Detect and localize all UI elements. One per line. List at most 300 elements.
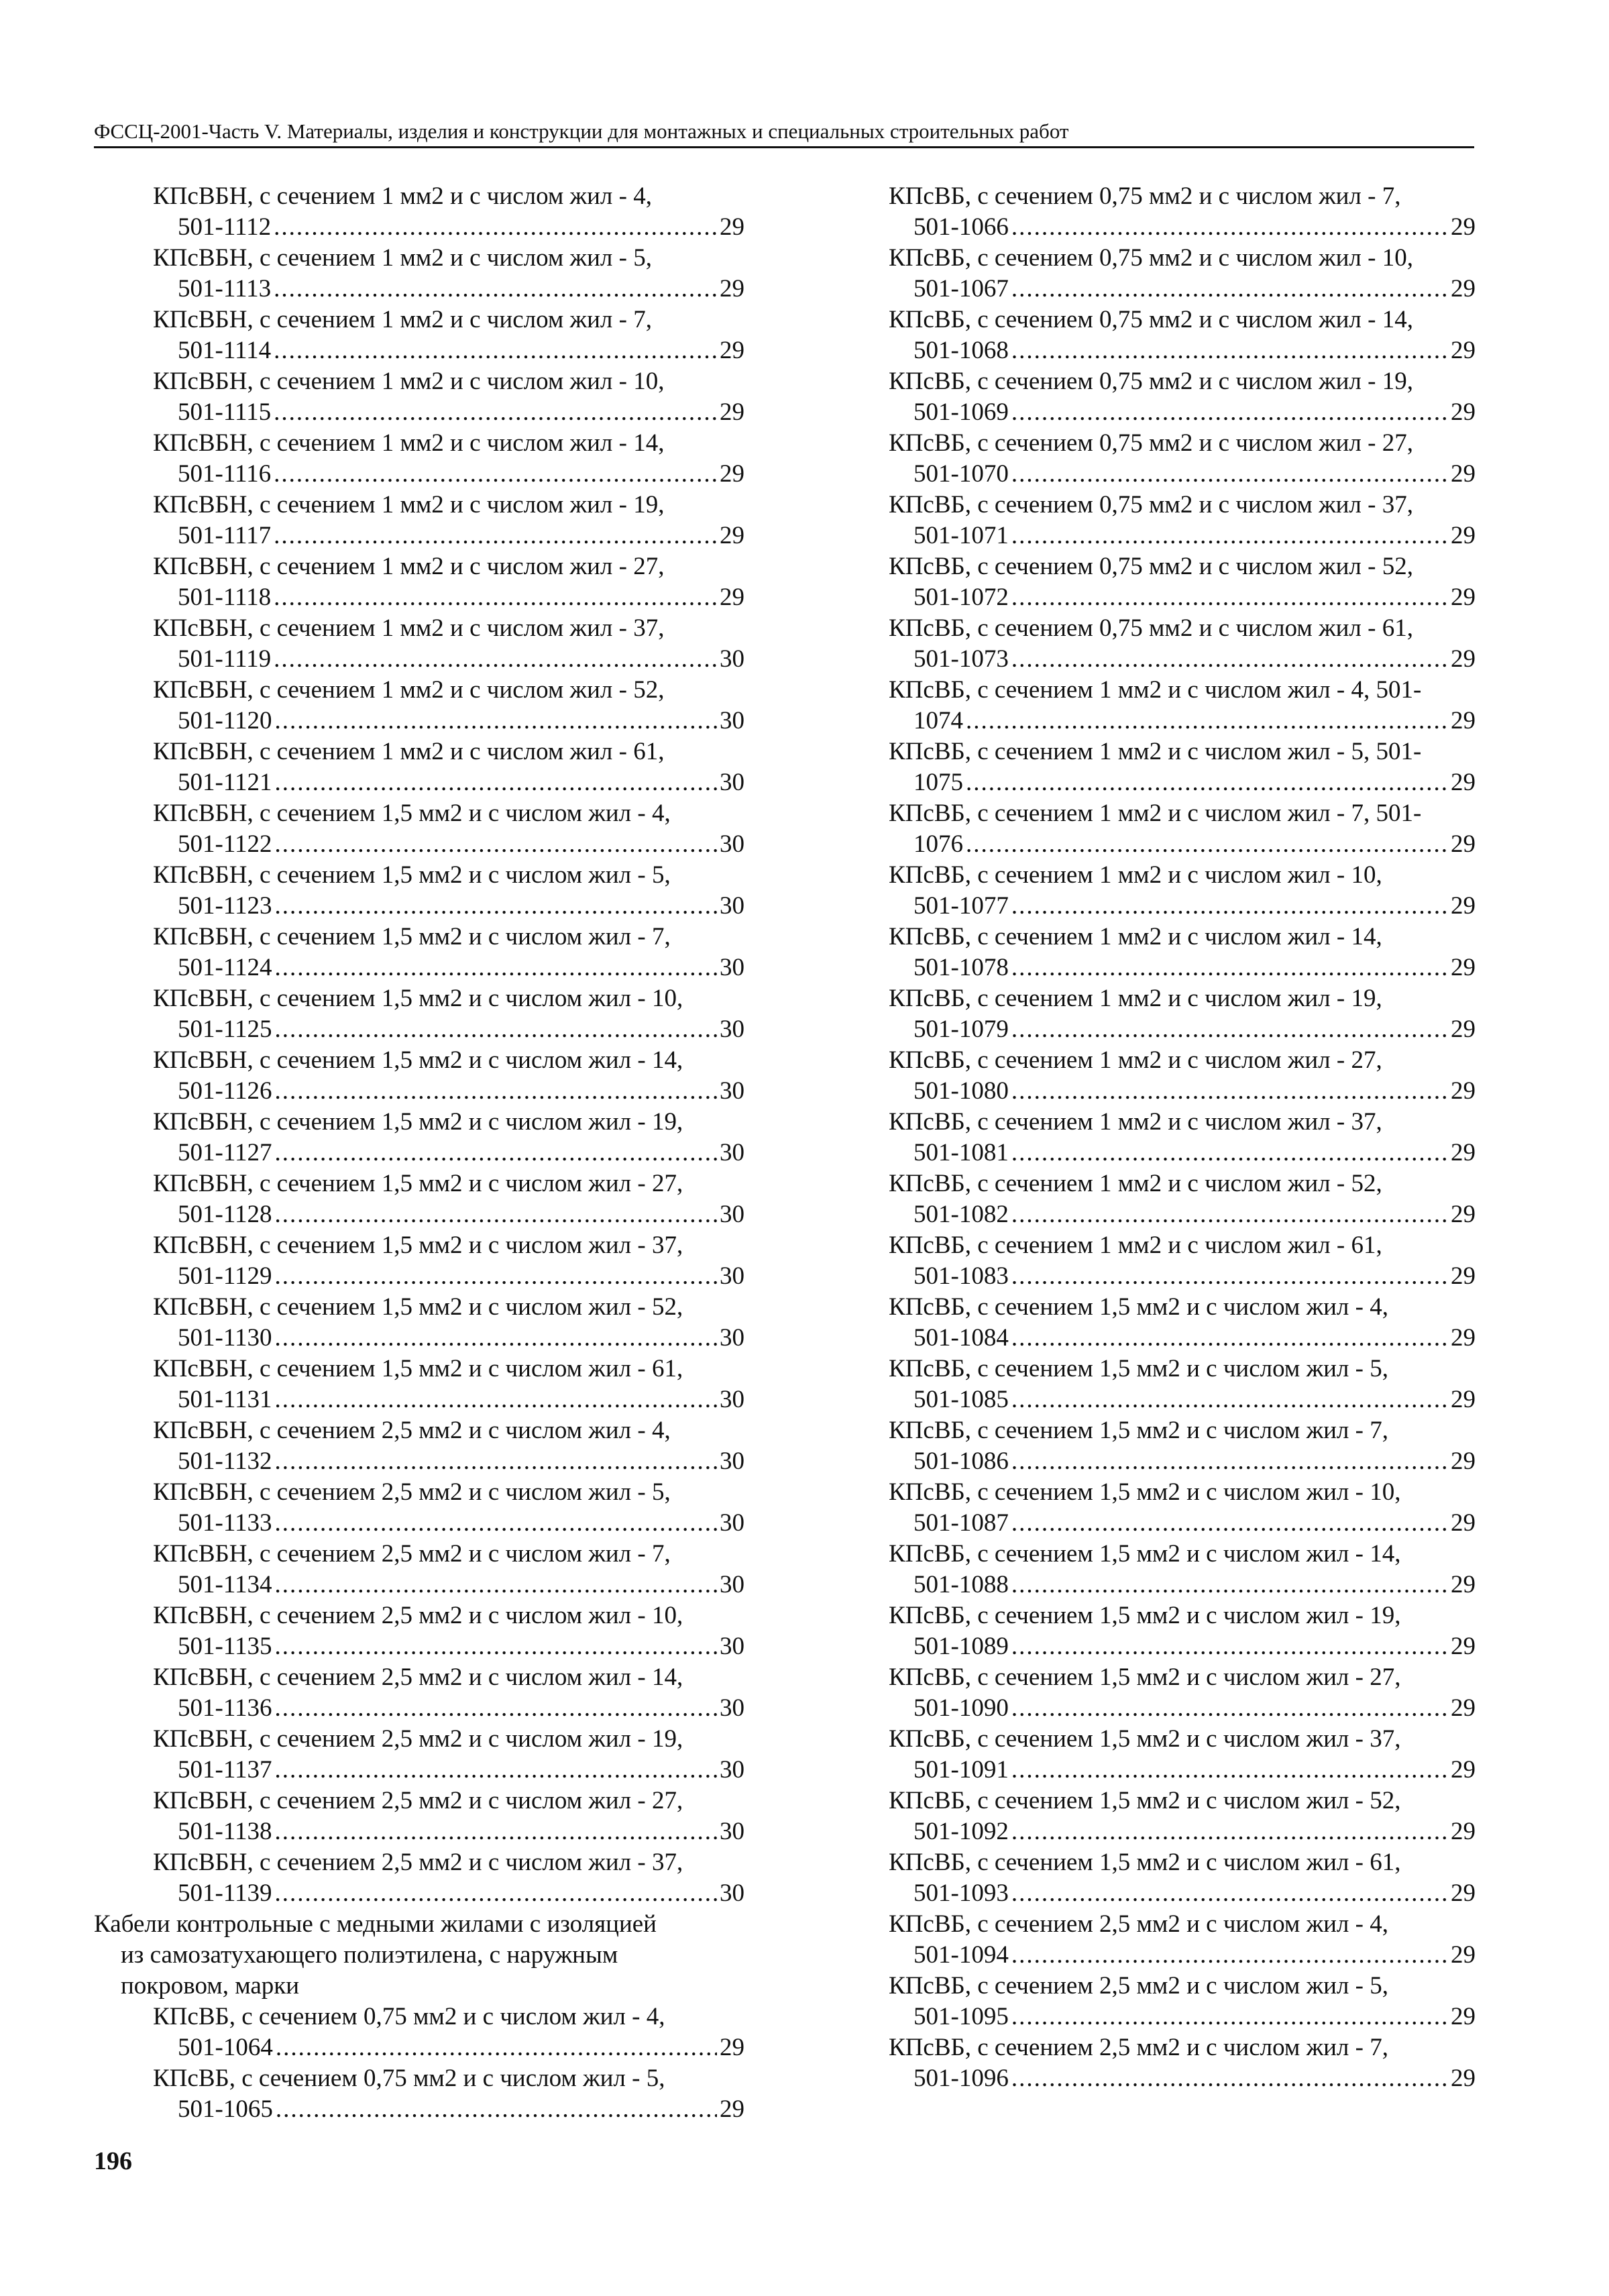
entry-code: 501-1115 — [178, 398, 272, 426]
leader-dots — [274, 521, 717, 551]
entry-reference — [872, 1261, 1476, 1292]
entry-title: КПсВБ, с сечением 1,5 мм2 и с числом жил - 37, — [889, 1725, 1401, 1753]
entry-code: 501-1064 — [178, 2034, 273, 2061]
entry-title: КПсВБН, с сечением 1,5 мм2 и с числом жил - 61, — [153, 1355, 683, 1382]
leader-dots — [276, 2032, 717, 2063]
index-entry — [872, 1292, 1476, 1354]
section-heading-line: покровом, марки — [121, 1972, 300, 2000]
leader-dots — [1011, 582, 1448, 613]
entry-page: 29 — [1451, 2003, 1476, 2030]
index-entry — [94, 181, 744, 243]
leader-dots — [1011, 891, 1448, 922]
entry-reference — [94, 706, 744, 736]
entry-reference — [94, 397, 744, 428]
index-entry — [872, 1600, 1476, 1662]
leader-dots — [1011, 2002, 1448, 2032]
entry-title: КПсВБН, с сечением 1 мм2 и с числом жил - 27, — [153, 553, 665, 580]
index-entry — [872, 1909, 1476, 1971]
entry-reference — [872, 1816, 1476, 1847]
entry-page: 29 — [1451, 1447, 1476, 1475]
entry-code: 501-1125 — [178, 1016, 272, 1043]
entry-reference — [94, 1570, 744, 1600]
entry-code: 501-1083 — [913, 1262, 1009, 1290]
leader-dots — [1011, 521, 1448, 551]
index-entry — [872, 1354, 1476, 1415]
entry-reference — [872, 1940, 1476, 1971]
entry-code: 501-1130 — [178, 1324, 272, 1352]
leader-dots — [966, 767, 1448, 798]
entry-reference — [872, 1878, 1476, 1909]
entry-title: КПсВБН, с сечением 2,5 мм2 и с числом жил - 4, — [153, 1417, 671, 1444]
entry-title: КПсВБ, с сечением 1 мм2 и с числом жил - 52, — [889, 1170, 1382, 1197]
entry-reference — [94, 459, 744, 490]
entry-page: 29 — [720, 275, 744, 303]
entry-list — [872, 181, 1476, 2094]
index-entry — [872, 1045, 1476, 1107]
entry-page: 29 — [1451, 1818, 1476, 1845]
entry-page: 29 — [720, 460, 744, 488]
leader-dots — [274, 459, 717, 490]
entry-page: 30 — [720, 1818, 744, 1845]
index-entry — [872, 1477, 1476, 1539]
index-entry — [872, 428, 1476, 490]
entry-title: КПсВБН, с сечением 1,5 мм2 и с числом жил - 4, — [153, 800, 671, 827]
entry-title: КПсВБН, с сечением 1,5 мм2 и с числом жил - 7, — [153, 923, 671, 950]
entry-title: КПсВБ, с сечением 1,5 мм2 и с числом жил - 19, — [889, 1602, 1401, 1629]
entry-reference — [94, 1508, 744, 1539]
entry-code: 501-1094 — [913, 1941, 1009, 1969]
entry-title: КПсВБН, с сечением 1 мм2 и с числом жил - 5, — [153, 244, 652, 272]
entry-page: 29 — [1451, 213, 1476, 241]
index-entry — [94, 490, 744, 551]
entry-reference — [94, 1261, 744, 1292]
leader-dots — [274, 1076, 717, 1107]
entry-title: КПсВБН, с сечением 1 мм2 и с числом жил - 19, — [153, 491, 665, 518]
entry-code: 501-1119 — [178, 645, 272, 673]
entry-list — [94, 2002, 744, 2125]
entry-title: КПсВБ, с сечением 1 мм2 и с числом жил - 19, — [889, 985, 1382, 1012]
entry-code: 501-1128 — [178, 1201, 272, 1228]
index-entry — [872, 736, 1476, 798]
leader-dots — [274, 1508, 717, 1539]
section-heading-line: Кабели контрольные с медными жилами с изоляцией — [94, 1910, 657, 1938]
entry-code: 501-1138 — [178, 1818, 272, 1845]
entry-reference — [872, 891, 1476, 922]
entry-title: КПсВБН, с сечением 1,5 мм2 и с числом жил - 37, — [153, 1232, 683, 1259]
entry-reference — [872, 952, 1476, 983]
entry-title: КПсВБ, с сечением 0,75 мм2 и с числом жил - 7, — [889, 182, 1401, 210]
entry-page: 29 — [1451, 707, 1476, 734]
entry-title: КПсВБН, с сечением 1 мм2 и с числом жил - 14, — [153, 429, 665, 457]
index-entry — [872, 181, 1476, 243]
entry-title: КПсВБ, с сечением 0,75 мм2 и с числом жил - 14, — [889, 306, 1413, 333]
entry-title: КПсВБН, с сечением 2,5 мм2 и с числом жил - 19, — [153, 1725, 683, 1753]
leader-dots — [1011, 1755, 1448, 1786]
entry-reference — [872, 1323, 1476, 1354]
entry-code: 501-1116 — [178, 460, 272, 488]
entry-reference — [94, 829, 744, 860]
entry-page: 29 — [1451, 1756, 1476, 1784]
leader-dots — [274, 582, 717, 613]
entry-reference — [872, 706, 1476, 736]
entry-title: КПсВБН, с сечением 1 мм2 и с числом жил - 37, — [153, 614, 665, 642]
index-entry — [872, 243, 1476, 305]
entry-page: 29 — [1451, 275, 1476, 303]
entry-page: 30 — [720, 769, 744, 796]
entry-page: 29 — [1451, 584, 1476, 611]
entry-title: КПсВБ, с сечением 1 мм2 и с числом жил - 5, 501- — [889, 738, 1422, 765]
entry-code: 501-1089 — [913, 1633, 1009, 1660]
leader-dots — [1011, 1508, 1448, 1539]
entry-code: 501-1084 — [913, 1324, 1009, 1352]
entry-title: КПсВБ, с сечением 0,75 мм2 и с числом жил - 5, — [153, 2065, 665, 2092]
leader-dots — [274, 1384, 717, 1415]
entry-reference — [872, 1693, 1476, 1724]
entry-code: 501-1096 — [913, 2065, 1009, 2092]
entry-title: КПсВБ, с сечением 1,5 мм2 и с числом жил - 7, — [889, 1417, 1388, 1444]
leader-dots — [274, 1199, 717, 1230]
entry-title: КПсВБ, с сечением 1 мм2 и с числом жил - 61, — [889, 1232, 1382, 1259]
entry-code: 501-1124 — [178, 954, 272, 981]
leader-dots — [274, 1570, 717, 1600]
entry-title: КПсВБ, с сечением 1 мм2 и с числом жил - 7, 501- — [889, 800, 1422, 827]
entry-reference — [94, 582, 744, 613]
index-entry — [872, 1847, 1476, 1909]
entry-code: 501-1135 — [178, 1633, 272, 1660]
entry-page: 30 — [720, 1386, 744, 1413]
entry-reference — [872, 212, 1476, 243]
entry-title: КПсВБ, с сечением 1,5 мм2 и с числом жил - 27, — [889, 1663, 1401, 1691]
leader-dots — [274, 1816, 717, 1847]
entry-reference — [94, 1631, 744, 1662]
entry-reference — [94, 274, 744, 305]
leader-dots — [274, 335, 717, 366]
leader-dots — [274, 1261, 717, 1292]
index-entry — [94, 428, 744, 490]
entry-code: 501-1117 — [178, 522, 272, 549]
index-entry — [872, 551, 1476, 613]
entry-title: КПсВБ, с сечением 1 мм2 и с числом жил - 14, — [889, 923, 1382, 950]
entry-page: 30 — [720, 645, 744, 673]
entry-page: 30 — [720, 1571, 744, 1598]
entry-code: 1074 — [913, 707, 963, 734]
leader-dots — [1011, 1693, 1448, 1724]
entry-title: КПсВБ, с сечением 2,5 мм2 и с числом жил - 7, — [889, 2034, 1388, 2061]
entry-title: КПсВБН, с сечением 2,5 мм2 и с числом жил - 27, — [153, 1787, 683, 1814]
entry-code: 1076 — [913, 830, 963, 858]
leader-dots — [274, 397, 717, 428]
entry-page: 29 — [1451, 1201, 1476, 1228]
entry-title: КПсВБН, с сечением 1 мм2 и с числом жил - 10, — [153, 368, 665, 395]
entry-title: КПсВБ, с сечением 1 мм2 и с числом жил - 27, — [889, 1046, 1382, 1074]
index-entry — [94, 2063, 744, 2125]
leader-dots — [1011, 1878, 1448, 1909]
entry-title: КПсВБН, с сечением 1,5 мм2 и с числом жил - 10, — [153, 985, 683, 1012]
entry-reference — [872, 335, 1476, 366]
entry-title: КПсВБ, с сечением 0,75 мм2 и с числом жил - 19, — [889, 368, 1413, 395]
entry-reference — [94, 2032, 744, 2063]
entry-code: 501-1077 — [913, 892, 1009, 920]
index-column-left — [94, 181, 744, 2125]
running-header: ФССЦ-2001-Часть V. Материалы, изделия и конструкции для монтажных и специальных строительных работ — [94, 118, 1474, 148]
section-heading — [94, 1909, 731, 2002]
entry-code: 501-1079 — [913, 1016, 1009, 1043]
entry-code: 501-1067 — [913, 275, 1009, 303]
entry-reference — [872, 644, 1476, 675]
leader-dots — [1011, 1384, 1448, 1415]
entry-page: 29 — [1451, 830, 1476, 858]
index-entry — [94, 675, 744, 736]
entry-page: 29 — [1451, 398, 1476, 426]
entry-code: 501-1118 — [178, 584, 272, 611]
entry-page: 30 — [720, 1139, 744, 1166]
entry-page: 30 — [720, 707, 744, 734]
leader-dots — [1011, 397, 1448, 428]
entry-code: 501-1087 — [913, 1509, 1009, 1537]
entry-reference — [872, 2002, 1476, 2032]
entry-code: 501-1065 — [178, 2095, 273, 2123]
entry-reference — [872, 1138, 1476, 1168]
entry-page: 29 — [1451, 1324, 1476, 1352]
entry-reference — [872, 1446, 1476, 1477]
leader-dots — [966, 706, 1448, 736]
entry-page: 29 — [1451, 1694, 1476, 1722]
leader-dots — [1011, 212, 1448, 243]
index-entry — [872, 613, 1476, 675]
entry-reference — [872, 1508, 1476, 1539]
entry-reference — [872, 1076, 1476, 1107]
entry-code: 501-1090 — [913, 1694, 1009, 1722]
entry-title: КПсВБ, с сечением 1,5 мм2 и с числом жил - 14, — [889, 1540, 1401, 1568]
entry-page: 29 — [1451, 892, 1476, 920]
leader-dots — [1011, 1570, 1448, 1600]
entry-page: 29 — [1451, 1633, 1476, 1660]
entry-code: 501-1132 — [178, 1447, 272, 1475]
leader-dots — [274, 952, 717, 983]
index-entry — [94, 860, 744, 922]
entry-code: 501-1072 — [913, 584, 1009, 611]
entry-reference — [94, 767, 744, 798]
index-entry — [94, 922, 744, 983]
leader-dots — [274, 1446, 717, 1477]
index-entry — [94, 1107, 744, 1168]
entry-title: КПсВБН, с сечением 1 мм2 и с числом жил - 61, — [153, 738, 665, 765]
entry-reference — [872, 767, 1476, 798]
entry-page: 30 — [720, 1201, 744, 1228]
entry-code: 501-1086 — [913, 1447, 1009, 1475]
leader-dots — [276, 2094, 717, 2125]
entry-page: 29 — [1451, 1941, 1476, 1969]
entry-page: 29 — [1451, 1262, 1476, 1290]
entry-title: КПсВБ, с сечением 0,75 мм2 и с числом жил - 37, — [889, 491, 1413, 518]
entry-page: 29 — [1451, 2065, 1476, 2092]
entry-page: 30 — [720, 954, 744, 981]
entry-page: 30 — [720, 1879, 744, 1907]
entry-reference — [94, 1076, 744, 1107]
entry-page: 30 — [720, 1447, 744, 1475]
entry-page: 30 — [720, 1509, 744, 1537]
entry-code: 501-1127 — [178, 1139, 272, 1166]
leader-dots — [1011, 274, 1448, 305]
leader-dots — [1011, 1014, 1448, 1045]
leader-dots — [1011, 1323, 1448, 1354]
entry-reference — [94, 1014, 744, 1045]
entry-page: 30 — [720, 1756, 744, 1784]
entry-page: 30 — [720, 1633, 744, 1660]
entry-title: КПсВБН, с сечением 1,5 мм2 и с числом жил - 27, — [153, 1170, 683, 1197]
leader-dots — [274, 1138, 717, 1168]
entry-title: КПсВБ, с сечением 0,75 мм2 и с числом жил - 52, — [889, 553, 1413, 580]
leader-dots — [1011, 644, 1448, 675]
section-heading-line: из самозатухающего полиэтилена, с наружным — [121, 1941, 618, 1969]
entry-page: 29 — [720, 584, 744, 611]
entry-code: 501-1139 — [178, 1879, 272, 1907]
entry-reference — [94, 1693, 744, 1724]
entry-code: 501-1123 — [178, 892, 272, 920]
entry-code: 501-1066 — [913, 213, 1009, 241]
entry-code: 501-1120 — [178, 707, 272, 734]
entry-code: 501-1085 — [913, 1386, 1009, 1413]
entry-title: КПсВБ, с сечением 0,75 мм2 и с числом жил - 4, — [153, 2003, 665, 2030]
leader-dots — [1011, 1631, 1448, 1662]
index-entry — [94, 1662, 744, 1724]
entry-page: 30 — [720, 1694, 744, 1722]
leader-dots — [274, 1014, 717, 1045]
index-entry — [94, 736, 744, 798]
entry-reference — [94, 1446, 744, 1477]
leader-dots — [1011, 1261, 1448, 1292]
entry-code: 501-1121 — [178, 769, 272, 796]
entry-page: 30 — [720, 830, 744, 858]
entry-code: 501-1082 — [913, 1201, 1009, 1228]
leader-dots — [274, 212, 717, 243]
entry-title: КПсВБ, с сечением 1,5 мм2 и с числом жил - 61, — [889, 1849, 1401, 1876]
entry-reference — [94, 644, 744, 675]
leader-dots — [1011, 1816, 1448, 1847]
entry-page: 29 — [1451, 1386, 1476, 1413]
entry-reference — [94, 1755, 744, 1786]
index-entry — [94, 983, 744, 1045]
leader-dots — [274, 274, 717, 305]
entry-reference — [872, 274, 1476, 305]
entry-title: КПсВБН, с сечением 1 мм2 и с числом жил - 4, — [153, 182, 652, 210]
leader-dots — [274, 891, 717, 922]
entry-code: 501-1095 — [913, 2003, 1009, 2030]
entry-reference — [94, 1816, 744, 1847]
entry-code: 501-1131 — [178, 1386, 272, 1413]
leader-dots — [274, 767, 717, 798]
entry-title: КПсВБ, с сечением 0,75 мм2 и с числом жил - 10, — [889, 244, 1413, 272]
index-entry — [94, 1600, 744, 1662]
entry-list — [94, 181, 744, 1909]
index-entry — [872, 860, 1476, 922]
leader-dots — [274, 1323, 717, 1354]
entry-title: КПсВБ, с сечением 1 мм2 и с числом жил - 37, — [889, 1108, 1382, 1136]
entry-page: 29 — [1451, 954, 1476, 981]
entry-reference — [872, 1570, 1476, 1600]
entry-reference — [94, 521, 744, 551]
entry-page: 29 — [1451, 645, 1476, 673]
index-entry — [872, 366, 1476, 428]
entry-title: КПсВБН, с сечением 2,5 мм2 и с числом жил - 14, — [153, 1663, 683, 1691]
leader-dots — [1011, 1076, 1448, 1107]
entry-page: 29 — [1451, 1139, 1476, 1166]
entry-page: 29 — [1451, 522, 1476, 549]
leader-dots — [274, 644, 717, 675]
entry-reference — [94, 212, 744, 243]
entry-title: КПсВБ, с сечением 2,5 мм2 и с числом жил - 4, — [889, 1910, 1388, 1938]
entry-code: 501-1133 — [178, 1509, 272, 1537]
index-entry — [94, 1539, 744, 1600]
index-entry — [872, 922, 1476, 983]
leader-dots — [274, 1631, 717, 1662]
index-entry — [872, 675, 1476, 736]
leader-dots — [274, 1755, 717, 1786]
entry-title: КПсВБ, с сечением 1 мм2 и с числом жил - 4, 501- — [889, 676, 1422, 704]
entry-page: 30 — [720, 1262, 744, 1290]
leader-dots — [1011, 1138, 1448, 1168]
entry-page: 30 — [720, 1077, 744, 1105]
index-entry — [872, 1107, 1476, 1168]
index-entry — [94, 305, 744, 366]
index-entry — [872, 1971, 1476, 2032]
entry-page: 29 — [720, 213, 744, 241]
leader-dots — [1011, 459, 1448, 490]
entry-page: 29 — [720, 2034, 744, 2061]
entry-code: 501-1137 — [178, 1756, 272, 1784]
index-entry — [94, 1477, 744, 1539]
index-entry — [872, 1230, 1476, 1292]
index-entry — [94, 1724, 744, 1786]
entry-page: 29 — [1451, 1571, 1476, 1598]
entry-reference — [94, 2094, 744, 2125]
index-entry — [872, 1662, 1476, 1724]
entry-code: 501-1129 — [178, 1262, 272, 1290]
leader-dots — [274, 1878, 717, 1909]
entry-reference — [94, 952, 744, 983]
entry-page: 29 — [720, 398, 744, 426]
entry-reference — [872, 582, 1476, 613]
entry-code: 501-1069 — [913, 398, 1009, 426]
entry-code: 1075 — [913, 769, 963, 796]
entry-code: 501-1071 — [913, 522, 1009, 549]
index-entry — [94, 1847, 744, 1909]
index-entry — [94, 1292, 744, 1354]
index-entry — [94, 551, 744, 613]
index-entry — [872, 1539, 1476, 1600]
entry-page: 30 — [720, 892, 744, 920]
page-number: 196 — [94, 2147, 132, 2175]
entry-page: 29 — [1451, 1509, 1476, 1537]
entry-code: 501-1091 — [913, 1756, 1009, 1784]
entry-code: 501-1080 — [913, 1077, 1009, 1105]
entry-page: 29 — [1451, 1879, 1476, 1907]
entry-title: КПсВБН, с сечением 1 мм2 и с числом жил - 52, — [153, 676, 665, 704]
entry-reference — [872, 1384, 1476, 1415]
entry-code: 501-1114 — [178, 337, 272, 364]
entry-title: КПсВБН, с сечением 1 мм2 и с числом жил - 7, — [153, 306, 652, 333]
entry-code: 501-1088 — [913, 1571, 1009, 1598]
leader-dots — [1011, 1446, 1448, 1477]
entry-title: КПсВБН, с сечением 1,5 мм2 и с числом жил - 19, — [153, 1108, 683, 1136]
entry-reference — [872, 1631, 1476, 1662]
entry-title: КПсВБ, с сечением 1,5 мм2 и с числом жил - 10, — [889, 1478, 1401, 1506]
entry-title: КПсВБ, с сечением 0,75 мм2 и с числом жил - 61, — [889, 614, 1413, 642]
entry-code: 501-1126 — [178, 1077, 272, 1105]
index-entry — [872, 1786, 1476, 1847]
entry-code: 501-1136 — [178, 1694, 272, 1722]
leader-dots — [1011, 2063, 1448, 2094]
